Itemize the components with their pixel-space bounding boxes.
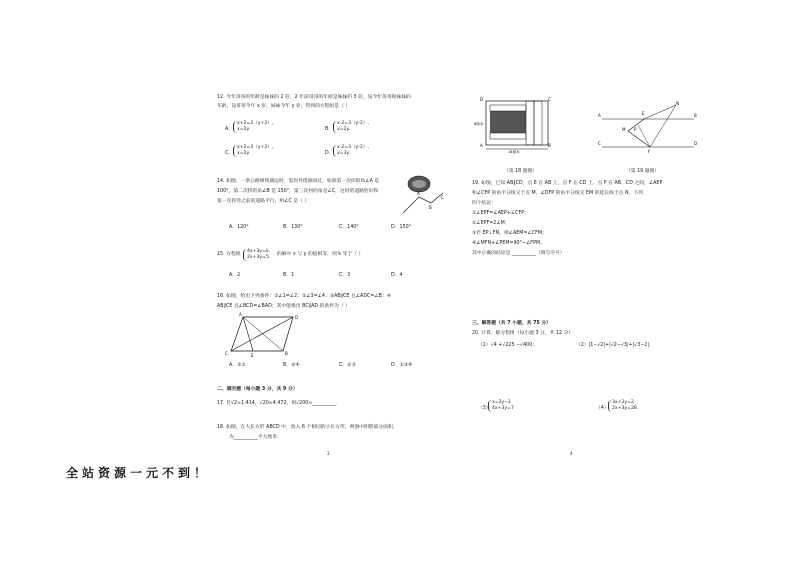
- q14-option-d: D．150°: [391, 225, 412, 230]
- fig19-caption: （第 19 题图）: [626, 169, 660, 174]
- section-3-header: 三、解答题（共 7 小题，共 75 分）: [472, 321, 552, 326]
- q12-option-a: x+2=2（y+2）, x=2y.: [233, 121, 273, 133]
- q18-rectangle-figure: [474, 97, 558, 154]
- q12-option-a-label: A.: [225, 127, 230, 132]
- q20-part-4-label: （4）: [596, 406, 609, 411]
- exam-page-left: [215, 85, 455, 460]
- q20-stem: 20. 计算、解方程组（每小题 3 分，共 12 分）: [472, 331, 574, 336]
- exam-page-right: [470, 85, 710, 460]
- q19-stem-2: 和∠CFP 的角平分线交于点 M，∠DFP 的角平分线交 EM 的延长线于点 N，下列: [472, 191, 643, 196]
- q16-stem-2: AB∥CE 且∠BCD=∠BAD；其中能推出 BC∥AD 的条件为（ ）: [217, 304, 350, 309]
- q16-label-c: C: [225, 351, 228, 356]
- q19-label-a: A: [598, 113, 601, 118]
- q16-label-a: A: [239, 312, 242, 317]
- q15-option-a: A．2: [229, 273, 241, 278]
- q16-option-a: A．①②: [229, 363, 246, 368]
- q14-stem-3: 第一次拐弯之前的道路平行，则∠C 是（ ）: [217, 199, 310, 204]
- q17: 17. 若√2≈1.414，√20≈4.472，则√200≈__________.: [217, 401, 338, 406]
- q12-option-c-label: C.: [225, 151, 230, 156]
- fig18-caption: （第 18 题图）: [504, 169, 538, 174]
- q18-label-a: A: [480, 143, 483, 148]
- q18-label-d: D: [480, 97, 484, 102]
- q18-line-1: 18. 如图，在大长方形 ABCD 中，放入 6 个相同的小长方形，则图中阴影部分面积，: [217, 425, 398, 430]
- q15-option-b: B．1: [283, 273, 295, 278]
- q15-option-d: D．4: [391, 273, 403, 278]
- q14-option-c: C．140°: [339, 225, 359, 230]
- section-2-header: 二、填空题（每小题 3 分，共 9 分）: [217, 387, 298, 392]
- q18-dim-left: 6厘米: [474, 122, 484, 126]
- q12-stem-2: 年龄，设哥哥今年 x 岁，妹妹今年 y 岁，得到的方程组是（ ）: [217, 104, 351, 109]
- q19-label-f: F: [648, 149, 651, 154]
- q14-label-a: A: [417, 191, 420, 196]
- q19-label-e: E: [642, 111, 645, 116]
- q16-parallelogram-figure: [223, 313, 303, 358]
- q20-part-3-label: （3）: [478, 406, 491, 411]
- q19-answer-line: 其中正确的结论是 __________（填写序号）: [472, 251, 565, 256]
- q19-stem-1: 19. 如图，已知 AB∥CD，点 E 在 AB 上，点 F 在 CD 上，点 P 在 AB、CD 之间，∠AEP: [472, 181, 663, 186]
- q19-parallel-lines-figure: [598, 101, 698, 156]
- q12-stem-1: 12. 今年哥哥的年龄是妹妹的 2 倍，2 年前哥哥的年龄是妹妹的 3 倍。设今年哥哥和妹妹的: [217, 95, 411, 100]
- q18-label-c: C: [548, 97, 551, 102]
- q14-label-c: C: [441, 195, 444, 200]
- q14-stem-1: 14. 如图，一条公路修到湖边时，需拐弯绕湖而过，如果第一次拐的角∠A 是: [217, 179, 380, 184]
- q16-option-d: D．②③④: [391, 363, 413, 368]
- q19-conclusion-1: ①∠EPF=∠AEP+∠CFP；: [472, 211, 529, 216]
- q15-system: 4x+3y=k, 2x+3y=5: [243, 249, 270, 261]
- q19-conclusion-2: ②∠EPF=2∠M；: [472, 221, 510, 226]
- q19-label-p: P: [634, 127, 637, 132]
- q19-conclusion-4: ④∠MFN+∠PEM=90°−∠FPM。: [472, 241, 545, 246]
- q20-part-3-system: x=2y−1 4x+3y=7: [488, 400, 514, 412]
- q19-conclusion-3: ③若 EP⊥FN，则∠AEM=∠CFM；: [472, 231, 547, 236]
- q12-option-b: x-2=3（y-2）, x=2y.: [333, 121, 369, 133]
- q14-option-b: B．130°: [283, 225, 303, 230]
- q18-line-2: 为__________平方厘米.: [229, 435, 279, 440]
- q16-label-b: B: [285, 351, 288, 356]
- q20-part-4-system: 3x+2y=2 2x+3y=28.: [608, 400, 638, 412]
- q19-label-b: B: [694, 113, 697, 118]
- page-number-right: 4: [570, 451, 573, 456]
- q15-option-c: C．3: [339, 273, 351, 278]
- q16-label-e: E: [251, 353, 254, 358]
- q16-stem-1: 16. 如图，给出下列条件：①∠1=∠2；②∠3=∠4；③AB∥CE 且∠ADC=∠B；④: [217, 294, 392, 299]
- q20-part-1: （1）√4 +√225 −√400；: [478, 343, 538, 348]
- footer-watermark: 全站资源一元不到！: [66, 466, 211, 480]
- q19-label-m: M: [622, 127, 626, 132]
- q19-stem-3: 四个结论：: [472, 201, 496, 206]
- q12-option-d-label: D.: [325, 151, 331, 156]
- q16-option-b: B．②④: [283, 363, 300, 368]
- q18-dim-bottom: 14厘米: [508, 150, 520, 154]
- q18-label-b: B: [548, 143, 551, 148]
- q19-label-n: N: [676, 101, 679, 106]
- q20-part-2: （2）|1−√2|+|√2−√3|+|√3−2|.: [576, 343, 651, 348]
- q16-option-c: C．②③: [339, 363, 356, 368]
- q12-option-b-label: B.: [325, 127, 330, 132]
- q14-lake-road-figure: [401, 173, 451, 218]
- q19-label-d: D: [694, 141, 698, 146]
- q16-label-d: D: [295, 315, 299, 320]
- q14-label-b: B: [429, 205, 432, 210]
- q15-stem-suffix: 的解中 x 与 y 的值相等，则 k 等于（ ）: [277, 252, 364, 257]
- page-number-left: 3: [327, 451, 330, 456]
- q12-option-c: x+2=3（y+2）, x=2y.: [233, 145, 273, 157]
- q14-stem-2: 100°，第二次拐的角∠B 是 150°，第三次拐的角是∠C，这时的道路恰好和: [217, 189, 379, 194]
- q19-label-c: C: [598, 141, 601, 146]
- q14-option-a: A．120°: [229, 225, 249, 230]
- q12-option-d: x-2=3（y-2）, x=3y.: [333, 145, 369, 157]
- q15-stem-prefix: 15. 方程组: [217, 252, 241, 257]
